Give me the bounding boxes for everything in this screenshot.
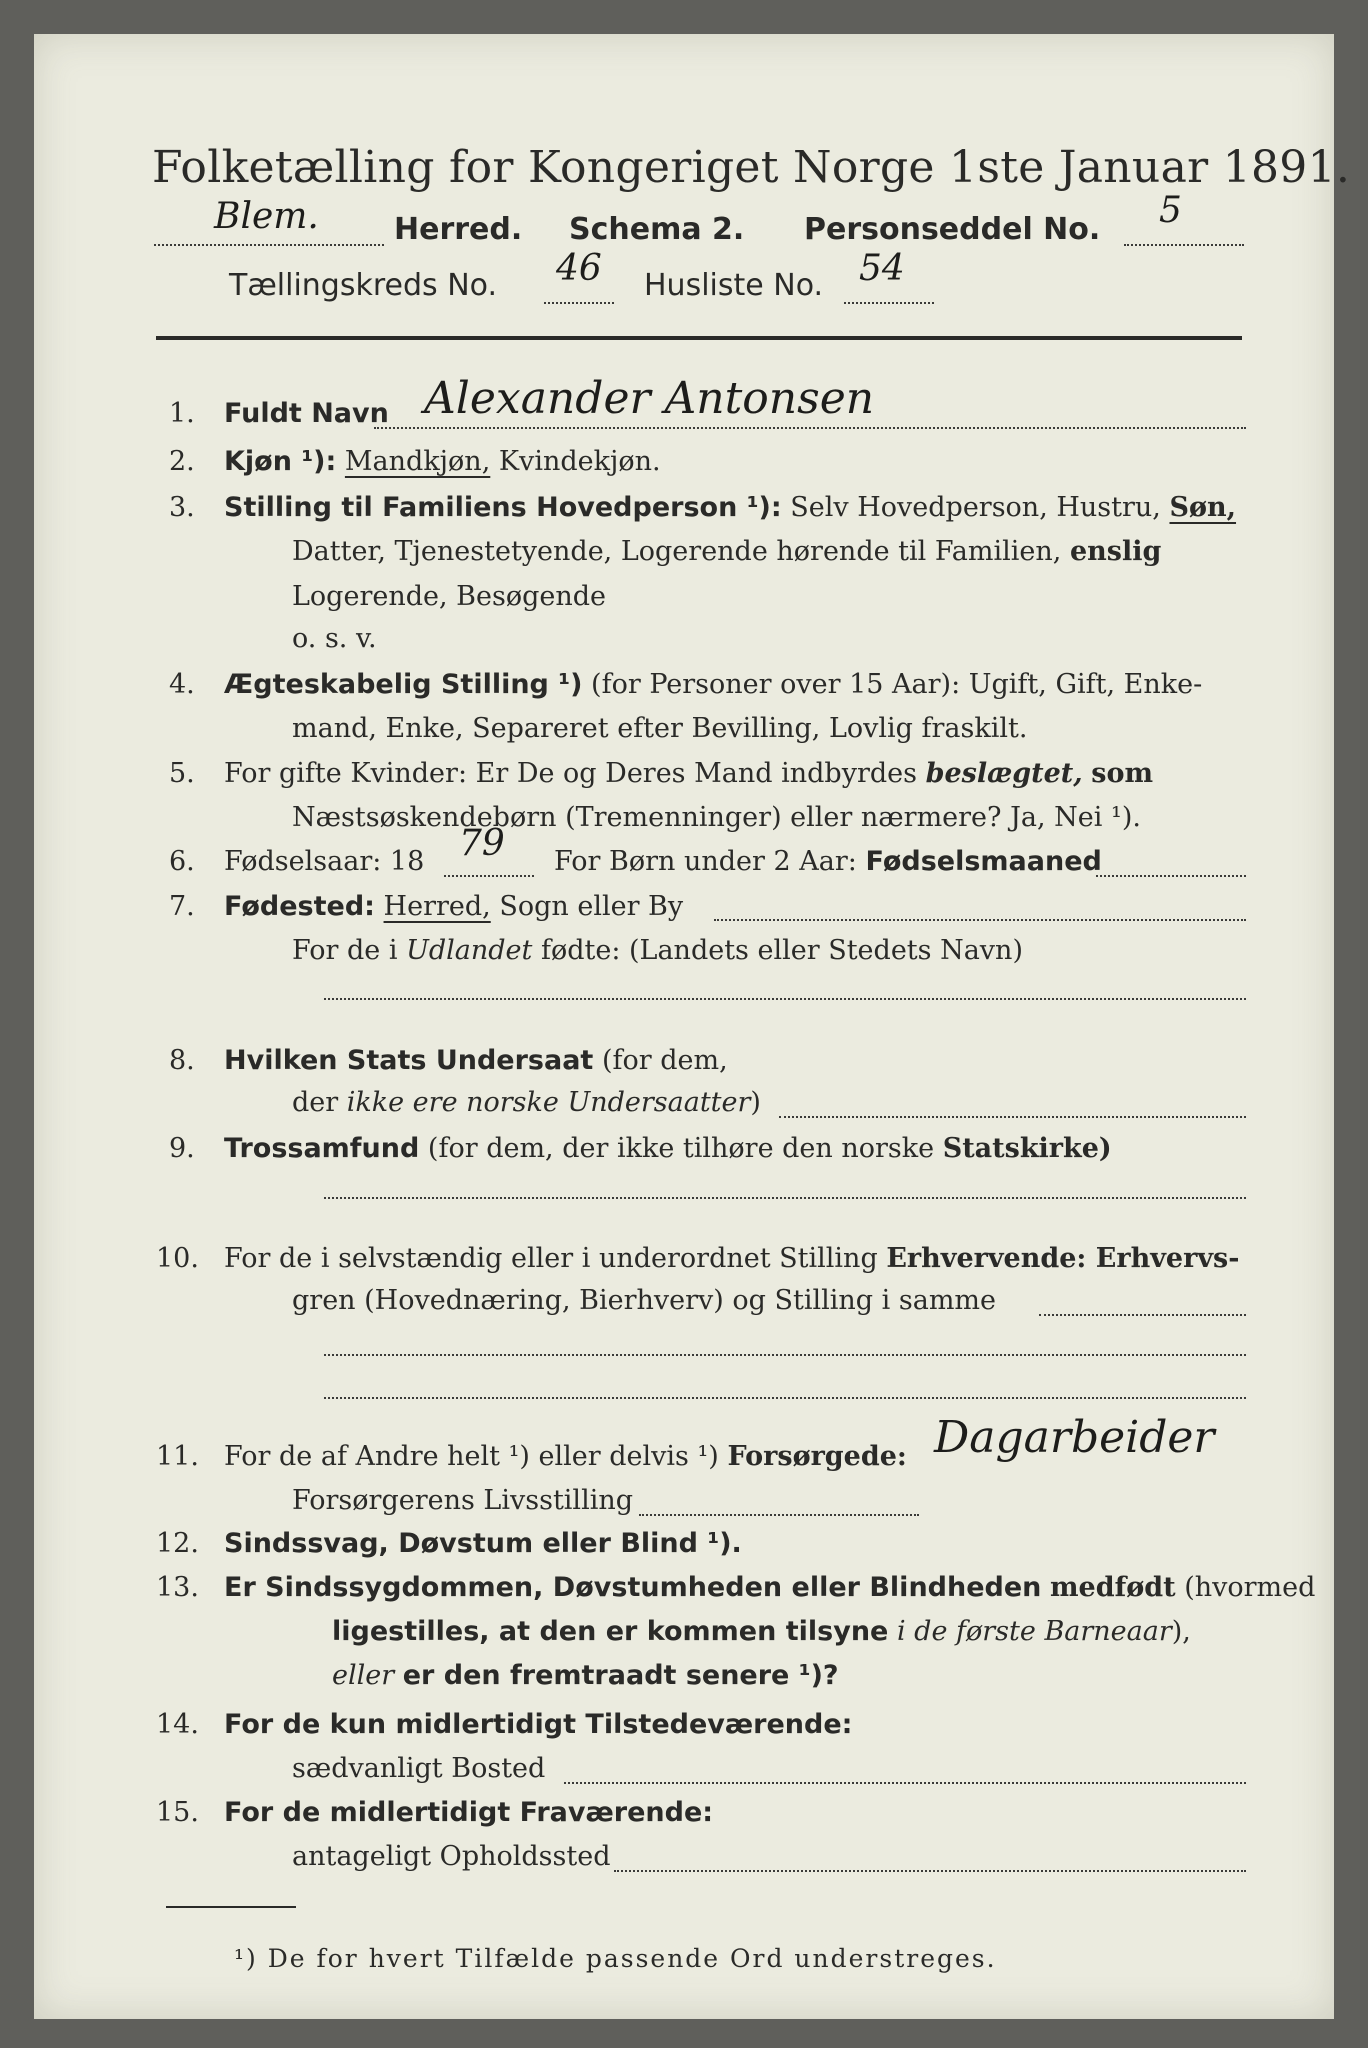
q5-label: For gifte Kvinder: bbox=[224, 757, 468, 789]
q9-statskirke: Statskirke) bbox=[942, 1133, 1112, 1165]
q3-enslig: enslig bbox=[1069, 536, 1162, 568]
q7-label: Fødested: bbox=[224, 890, 375, 922]
q15-number: 15. bbox=[156, 1797, 199, 1829]
q10-question: For de i selvstændig eller i underordnet Stilling bbox=[224, 1242, 878, 1274]
q2-kvindekjon: Kvindekjøn. bbox=[498, 445, 661, 477]
q11-number: 11. bbox=[156, 1441, 199, 1473]
q4-options-1: (for Personer over 15 Aar): Ugift, Gift, Enke- bbox=[591, 669, 1203, 701]
q13-ligestilles: ligestilles, at den er kommen tilsyne bbox=[332, 1616, 889, 1648]
husliste-value: 54 bbox=[859, 247, 905, 289]
q8-ikke: ikke ere norske Undersaatter bbox=[346, 1086, 751, 1118]
q5-question: Er De og Deres Mand indbyrdes bbox=[475, 757, 917, 789]
q5-line2: Næstsøskendebørn (Tremenninger) eller nærmere? Ja, Nei ¹). bbox=[292, 802, 1141, 833]
q7-foreign-line bbox=[324, 998, 1246, 1000]
q7-herred: Herred, bbox=[383, 890, 491, 922]
personseddel-value: 5 bbox=[1159, 189, 1182, 231]
q11-line1 bbox=[224, 1441, 907, 1472]
q15-line2: antageligt Opholdssted bbox=[292, 1841, 611, 1873]
husliste-label: Husliste No. bbox=[644, 267, 824, 303]
kreds-label: Tællingskreds No. bbox=[229, 267, 497, 303]
q6-month-line bbox=[1096, 875, 1246, 877]
q6-number: 6. bbox=[169, 846, 195, 878]
q12-label: Sindssvag, Døvstum eller Blind ¹). bbox=[224, 1527, 742, 1559]
q13-senere: er den fremtraadt senere ¹)? bbox=[402, 1660, 839, 1692]
kreds-line bbox=[544, 302, 614, 304]
q8-line2 bbox=[292, 1087, 761, 1118]
q13-paren: ), bbox=[1171, 1616, 1191, 1648]
q8-label: Hvilken Stats Undersaat bbox=[224, 1044, 594, 1076]
q5-number: 5. bbox=[169, 757, 195, 789]
footnote: ¹) De for hvert Tilfælde passende Ord understreges. bbox=[234, 1944, 997, 1973]
q13-question: Er Sindssygdommen, Døvstumheden eller Blindheden bbox=[224, 1571, 1042, 1603]
q10-line-b bbox=[324, 1354, 1246, 1356]
footnote-rule bbox=[166, 1906, 296, 1908]
full-name-value: Alexander Antonsen bbox=[424, 372, 875, 424]
schema-label: Schema 2. bbox=[569, 212, 745, 248]
q2-text bbox=[224, 446, 661, 477]
q14-line2: sædvanligt Bosted bbox=[292, 1752, 546, 1784]
q1-line bbox=[374, 427, 1246, 429]
q10-line-c bbox=[324, 1397, 1246, 1399]
q8-paren: ) bbox=[750, 1086, 761, 1118]
q9-question: (for dem, der ikke tilhøre den norske bbox=[427, 1133, 935, 1165]
q13-line2 bbox=[332, 1616, 1191, 1647]
q6-label: Fødselsaar: 18 bbox=[224, 846, 425, 878]
q8-line1 bbox=[224, 1045, 728, 1076]
q4-line1 bbox=[224, 669, 1202, 700]
q12-number: 12. bbox=[156, 1527, 199, 1559]
q15-line bbox=[614, 1870, 1246, 1872]
birth-year-value: 79 bbox=[459, 823, 505, 865]
q3-options-2: Datter, Tjenestetyende, Logerende hørende til Familien, bbox=[292, 536, 1062, 568]
q10-line2: gren (Hovednæring, Bierhverv) og Stilling i samme bbox=[292, 1285, 997, 1317]
personseddel-line bbox=[1124, 244, 1244, 246]
q3-options-1: Selv Hovedperson, Hustru, bbox=[790, 492, 1161, 524]
q9-line1 bbox=[224, 1133, 1246, 1164]
q6-rest bbox=[554, 846, 1102, 877]
q5-som: som bbox=[1091, 757, 1154, 789]
q7-rest: Sogn eller By bbox=[499, 890, 684, 922]
q5-beslaegtet: beslægtet, bbox=[925, 757, 1083, 789]
q3-line1 bbox=[224, 492, 1236, 523]
q14-label: For de kun midlertidigt Tilstedeværende: bbox=[224, 1708, 853, 1740]
q15-label: For de midlertidigt Fraværende: bbox=[224, 1797, 714, 1829]
q6-year-line bbox=[444, 875, 534, 877]
q13-eller: eller bbox=[332, 1660, 395, 1692]
q3-label: Stilling til Familiens Hovedperson ¹): bbox=[224, 492, 782, 524]
q4-number: 4. bbox=[169, 669, 195, 701]
q8-line1-rest: (for dem, bbox=[601, 1044, 728, 1076]
q1-label: Fuldt Navn bbox=[224, 397, 389, 429]
q13-medfodt: medfødt bbox=[1049, 1571, 1176, 1603]
herred-line bbox=[154, 244, 384, 246]
q7-number: 7. bbox=[169, 890, 195, 922]
occupation-value: Dagarbeider bbox=[934, 1412, 1215, 1464]
q7-line bbox=[714, 919, 1246, 921]
q7-line2 bbox=[292, 935, 1023, 966]
q7-udlandet: Udlandet bbox=[406, 934, 533, 966]
kreds-value: 46 bbox=[556, 247, 602, 289]
q10-line-a bbox=[1039, 1314, 1246, 1316]
q3-line4: o. s. v. bbox=[292, 623, 377, 654]
q9-line bbox=[324, 1197, 1246, 1199]
q8-line bbox=[779, 1116, 1246, 1118]
q11-forsorgede: Forsørgede: bbox=[727, 1441, 907, 1473]
herred-value: Blem. bbox=[214, 195, 319, 237]
q13-line1 bbox=[224, 1572, 1315, 1603]
husliste-line bbox=[844, 302, 934, 304]
q4-label: Ægteskabelig Stilling ¹) bbox=[224, 669, 583, 701]
q8-number: 8. bbox=[169, 1044, 195, 1076]
q4-line2: mand, Enke, Separeret efter Bevilling, Lovlig fraskilt. bbox=[292, 713, 1028, 745]
q3-line3: Logerende, Besøgende bbox=[292, 580, 606, 612]
q10-erhv: Erhvervende: Erhvervs- bbox=[886, 1242, 1240, 1274]
q7-line1 bbox=[224, 891, 683, 922]
q11-line2: Forsørgerens Livsstilling bbox=[292, 1485, 634, 1517]
q11-question: For de af Andre helt ¹) eller delvis ¹) bbox=[224, 1441, 719, 1473]
q14-number: 14. bbox=[156, 1708, 199, 1740]
form-title: Folketælling for Kongeriget Norge 1ste Januar 1891. bbox=[152, 141, 1351, 193]
q6-maaned: Fødselsmaaned bbox=[865, 846, 1102, 878]
q6-child-label: For Børn under 2 Aar: bbox=[554, 846, 857, 878]
q3-son: Søn, bbox=[1169, 492, 1237, 524]
q2-mandkjon: Mandkjøn, bbox=[344, 445, 491, 477]
q7-line2a: For de i bbox=[292, 934, 398, 966]
census-form bbox=[34, 34, 1351, 2019]
q13-line3 bbox=[332, 1660, 839, 1691]
q2-number: 2. bbox=[169, 445, 195, 477]
q8-der: der bbox=[292, 1086, 339, 1118]
q11-line bbox=[639, 1514, 919, 1516]
herred-label: Herred. bbox=[394, 212, 523, 248]
personseddel-label: Personseddel No. bbox=[804, 212, 1101, 248]
q9-label: Trossamfund bbox=[224, 1133, 420, 1165]
q10-number: 10. bbox=[156, 1242, 199, 1274]
q9-number: 9. bbox=[169, 1133, 195, 1165]
q13-number: 13. bbox=[156, 1571, 199, 1603]
q14-line bbox=[564, 1782, 1246, 1784]
header-rule bbox=[156, 336, 1242, 340]
q5-line1 bbox=[224, 758, 1153, 789]
q1-number: 1. bbox=[169, 397, 195, 429]
q13-hvormed: (hvormed bbox=[1184, 1571, 1316, 1603]
q3-number: 3. bbox=[169, 492, 195, 524]
q3-line2 bbox=[292, 536, 1161, 567]
q10-line1 bbox=[224, 1243, 1239, 1274]
q7-line2b: fødte: (Landets eller Stedets Navn) bbox=[540, 934, 1023, 966]
q2-label: Kjøn ¹): bbox=[224, 445, 337, 477]
q13-barneaar: i de første Barneaar bbox=[896, 1616, 1172, 1648]
